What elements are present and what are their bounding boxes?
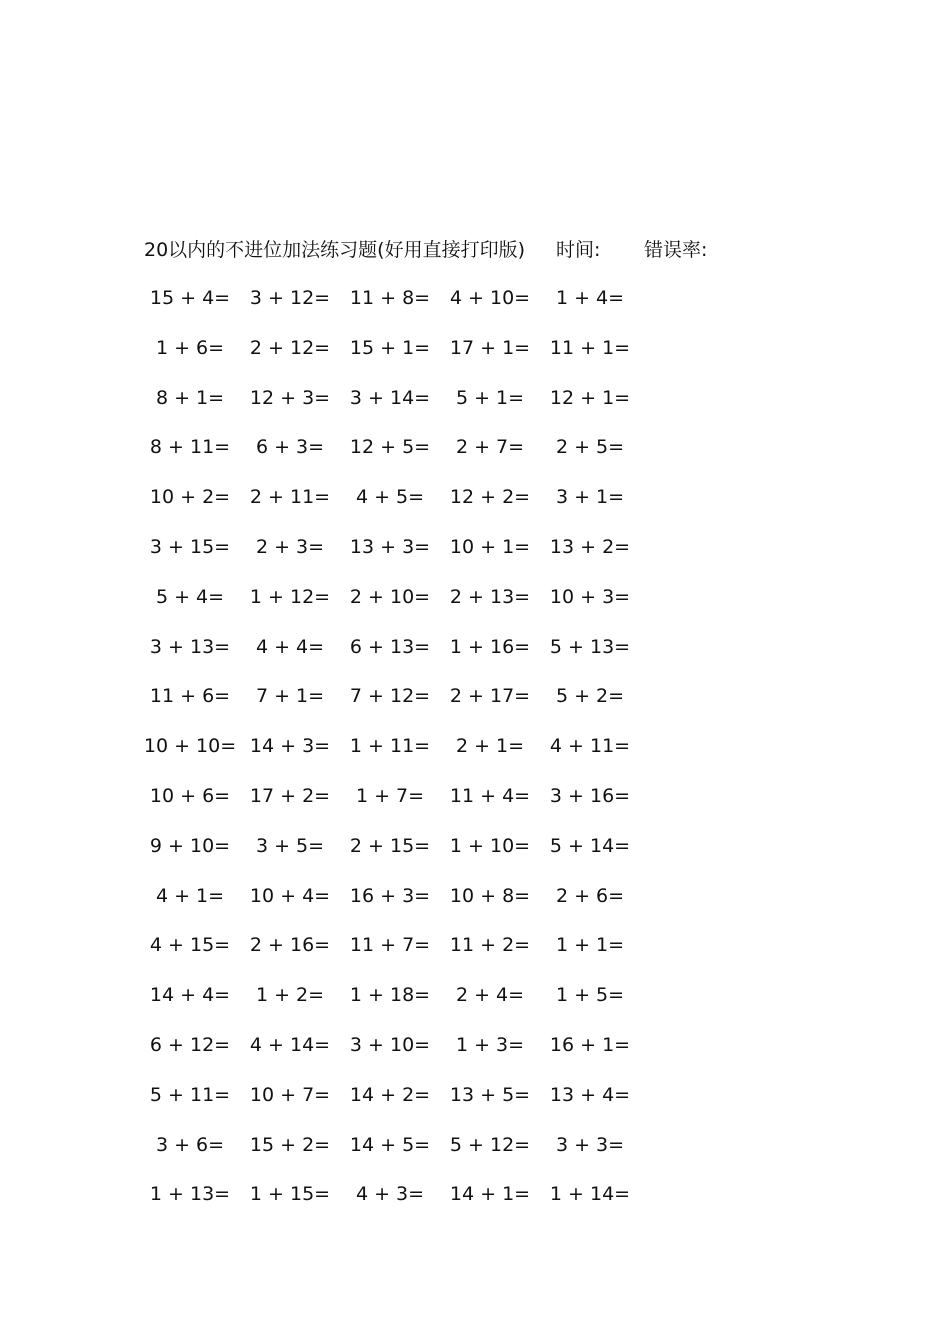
addition-problem: 1 + 10= [449, 834, 531, 857]
addition-problem: 2 + 10= [349, 585, 431, 608]
addition-problem: 10 + 8= [449, 884, 531, 907]
addition-problem: 4 + 4= [255, 635, 325, 658]
addition-problem: 10 + 1= [449, 535, 531, 558]
addition-problem: 1 + 14= [549, 1183, 631, 1206]
addition-problem: 1 + 3= [455, 1033, 525, 1056]
addition-problem: 1 + 13= [149, 1183, 231, 1206]
worksheet-title: 20以内的不进位加法练习题(好用直接打印版) [144, 239, 526, 261]
addition-problem: 2 + 3= [255, 535, 325, 558]
addition-problem: 17 + 2= [249, 784, 331, 807]
addition-problem: 3 + 5= [255, 834, 325, 857]
addition-problem: 4 + 5= [355, 486, 425, 509]
addition-problem: 1 + 2= [255, 984, 325, 1007]
problem-row [140, 334, 640, 384]
addition-problem: 5 + 12= [449, 1133, 531, 1156]
addition-problem: 4 + 14= [249, 1033, 331, 1056]
addition-problem: 3 + 13= [149, 635, 231, 658]
addition-problem: 5 + 14= [549, 834, 631, 857]
addition-problem: 14 + 5= [349, 1133, 431, 1156]
addition-problem: 8 + 1= [155, 386, 225, 409]
time-label: 时间: [556, 239, 601, 261]
problem-row [140, 1031, 640, 1081]
addition-problem: 8 + 11= [149, 436, 231, 459]
addition-problem: 1 + 4= [555, 287, 625, 309]
addition-problem: 3 + 1= [555, 486, 625, 509]
addition-problem: 2 + 7= [455, 436, 525, 459]
addition-problem: 4 + 11= [549, 735, 631, 758]
addition-problem: 15 + 1= [349, 336, 431, 359]
addition-problem: 2 + 17= [449, 685, 531, 708]
addition-problem: 2 + 12= [249, 336, 331, 359]
addition-problem: 4 + 10= [449, 287, 531, 309]
addition-problem: 3 + 15= [149, 535, 231, 558]
problem-row [140, 981, 640, 1031]
addition-problem: 5 + 4= [155, 585, 225, 608]
problem-row [140, 682, 640, 732]
addition-problem: 11 + 1= [549, 336, 631, 359]
addition-problem: 16 + 1= [549, 1033, 631, 1056]
addition-problem: 2 + 13= [449, 585, 531, 608]
addition-problem: 1 + 5= [555, 984, 625, 1007]
addition-problem: 13 + 3= [349, 535, 431, 558]
addition-problem: 5 + 1= [455, 386, 525, 409]
addition-problem: 11 + 2= [449, 934, 531, 957]
problem-row [140, 931, 640, 981]
problem-row [140, 533, 640, 583]
problem-row [140, 583, 640, 633]
addition-problem: 4 + 15= [149, 934, 231, 957]
problem-row [140, 1081, 640, 1131]
addition-problem: 4 + 1= [155, 884, 225, 907]
addition-problem: 2 + 11= [249, 486, 331, 509]
addition-problem: 2 + 16= [249, 934, 331, 957]
addition-problem: 10 + 10= [143, 735, 237, 758]
addition-problem: 15 + 2= [249, 1133, 331, 1156]
addition-problem: 11 + 4= [449, 784, 531, 807]
addition-problem: 11 + 6= [149, 685, 231, 708]
addition-problem: 1 + 16= [449, 635, 531, 658]
addition-problem: 12 + 2= [449, 486, 531, 509]
addition-problem: 6 + 12= [149, 1033, 231, 1056]
addition-problem: 11 + 7= [349, 934, 431, 957]
problem-row [140, 732, 640, 782]
addition-problem: 5 + 2= [555, 685, 625, 708]
addition-problem: 13 + 2= [549, 535, 631, 558]
addition-problem: 14 + 1= [449, 1183, 531, 1206]
addition-problem: 1 + 6= [155, 336, 225, 359]
addition-problem: 17 + 1= [449, 336, 531, 359]
addition-problem: 3 + 3= [555, 1133, 625, 1156]
addition-problem: 4 + 3= [355, 1183, 425, 1206]
problem-row [140, 882, 640, 932]
addition-problem: 3 + 10= [349, 1033, 431, 1056]
addition-problem: 13 + 4= [549, 1083, 631, 1106]
addition-problem: 3 + 14= [349, 386, 431, 409]
problem-grid [140, 284, 640, 1230]
problem-row [140, 832, 640, 882]
addition-problem: 16 + 3= [349, 884, 431, 907]
addition-problem: 3 + 16= [549, 784, 631, 807]
addition-problem: 2 + 5= [555, 436, 625, 459]
problem-row [140, 433, 640, 483]
addition-problem: 10 + 2= [149, 486, 231, 509]
addition-problem: 2 + 6= [555, 884, 625, 907]
addition-problem: 9 + 10= [149, 834, 231, 857]
addition-problem: 7 + 1= [255, 685, 325, 708]
addition-problem: 12 + 3= [249, 386, 331, 409]
problem-row [140, 384, 640, 434]
problem-row [140, 1180, 640, 1230]
addition-problem: 1 + 18= [349, 984, 431, 1007]
addition-problem: 1 + 1= [555, 934, 625, 957]
addition-problem: 6 + 13= [349, 635, 431, 658]
addition-problem: 5 + 13= [549, 635, 631, 658]
addition-problem: 1 + 7= [355, 784, 425, 807]
addition-problem: 14 + 4= [149, 984, 231, 1007]
addition-problem: 11 + 8= [349, 287, 431, 309]
problem-row [140, 633, 640, 683]
problem-row [140, 782, 640, 832]
addition-problem: 10 + 6= [149, 784, 231, 807]
addition-problem: 10 + 4= [249, 884, 331, 907]
addition-problem: 7 + 12= [349, 685, 431, 708]
addition-problem: 2 + 4= [455, 984, 525, 1007]
addition-problem: 12 + 5= [349, 436, 431, 459]
addition-problem: 1 + 12= [249, 585, 331, 608]
addition-problem: 10 + 3= [549, 585, 631, 608]
addition-problem: 2 + 15= [349, 834, 431, 857]
addition-problem: 14 + 2= [349, 1083, 431, 1106]
addition-problem: 14 + 3= [249, 735, 331, 758]
addition-problem: 6 + 3= [255, 436, 325, 459]
addition-problem: 1 + 15= [249, 1183, 331, 1206]
problem-row [140, 284, 640, 334]
addition-problem: 3 + 12= [249, 287, 331, 309]
problem-row [140, 483, 640, 533]
addition-problem: 5 + 11= [149, 1083, 231, 1106]
addition-problem: 13 + 5= [449, 1083, 531, 1106]
addition-problem: 10 + 7= [249, 1083, 331, 1106]
addition-problem: 3 + 6= [155, 1133, 225, 1156]
addition-problem: 1 + 11= [349, 735, 431, 758]
addition-problem: 12 + 1= [549, 386, 631, 409]
error-rate-label: 错误率: [644, 239, 708, 261]
addition-problem: 2 + 1= [455, 735, 525, 758]
problem-row [140, 1131, 640, 1181]
addition-problem: 15 + 4= [149, 287, 231, 309]
